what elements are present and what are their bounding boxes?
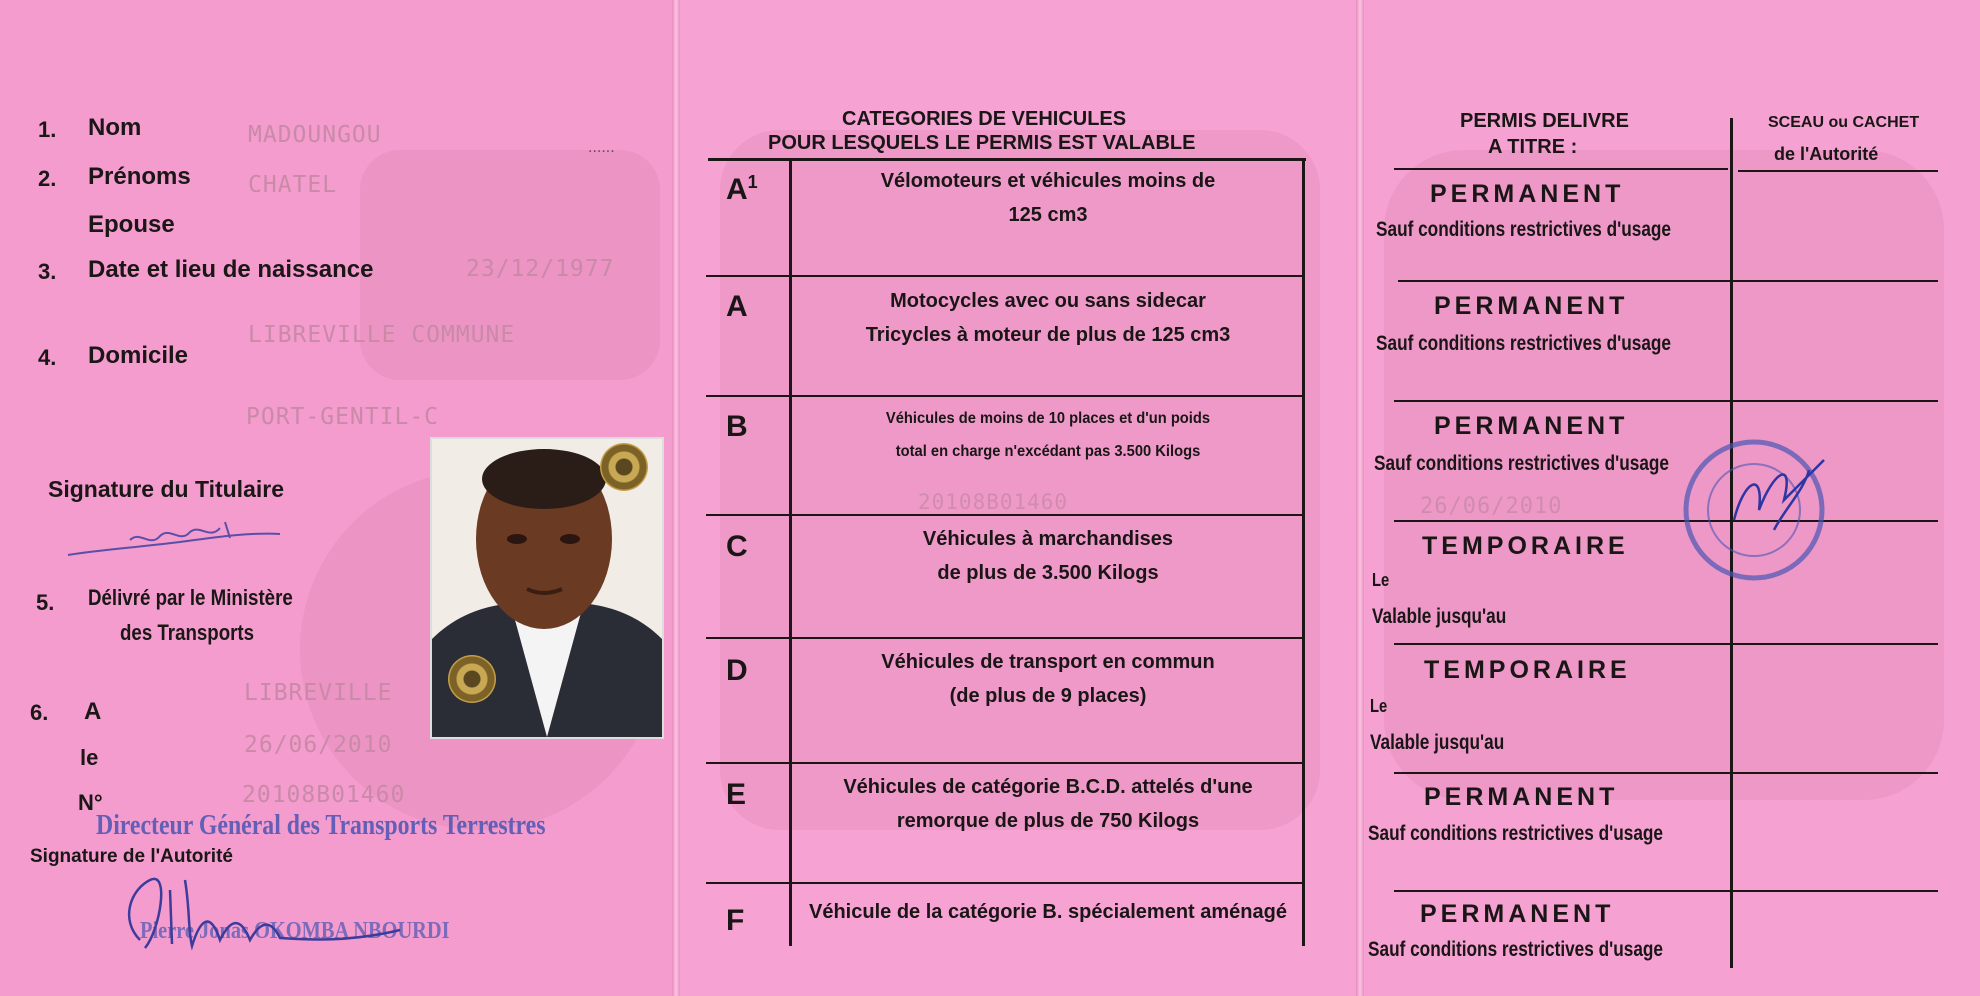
valid-from-label: Le [1370, 696, 1388, 716]
name-value: MADOUNGOU [248, 122, 382, 148]
validity-status: TEMPORAIRE [1422, 532, 1629, 560]
validity-status: TEMPORAIRE [1424, 656, 1631, 684]
validity-condition: Sauf conditions restrictives d'usage [1368, 938, 1664, 961]
number-label: N° [78, 790, 103, 815]
description-line: Tricycles à moteur de plus de 125 cm3 [865, 324, 1231, 346]
stamped-date: 26/06/2010 [1420, 494, 1563, 519]
row-divider [1398, 280, 1938, 282]
license-number-value: 20108B01460 [242, 782, 406, 808]
valid-from-label: Le [1372, 570, 1390, 590]
category-code: D [726, 654, 748, 687]
description-line: remorque de plus de 750 Kilogs [896, 810, 1200, 832]
row-divider [706, 882, 1304, 884]
description-line: Véhicules de transport en commun [881, 651, 1215, 673]
holder-photo [430, 437, 664, 739]
validity-condition: Sauf conditions restrictives d'usage [1374, 452, 1670, 475]
field-number: 2. [38, 166, 57, 191]
first-names-label: Prénoms [88, 163, 191, 190]
field-number: 4. [38, 345, 57, 370]
validity-condition: Sauf conditions restrictives d'usage [1376, 332, 1672, 355]
category-description [796, 164, 1300, 232]
row-divider [1394, 890, 1938, 892]
watermark-vehicle [720, 130, 1320, 830]
authority-seal-stamp [1674, 430, 1834, 590]
field-number: 1. [38, 117, 57, 142]
issue-date-value: 26/06/2010 [244, 732, 393, 758]
category-code: B [726, 410, 748, 443]
category-description [796, 284, 1300, 352]
category-description [816, 402, 1280, 468]
delivered-by-line2: des Transports [120, 620, 255, 645]
validity-status: PERMANENT [1424, 783, 1619, 811]
seal-header-line2: de l'Autorité [1774, 144, 1879, 164]
place-value: LIBREVILLE [244, 680, 393, 706]
spouse-label: Epouse [88, 211, 175, 238]
field-number: 3. [38, 259, 57, 284]
field-number: 6. [30, 700, 49, 725]
category-description [796, 645, 1300, 713]
holder-signature-label: Signature du Titulaire [48, 476, 284, 502]
table-right-border [1302, 160, 1305, 946]
row-divider [1394, 520, 1938, 522]
validity-status: PERMANENT [1434, 412, 1629, 440]
row-divider [706, 637, 1304, 639]
stamped-license-number: 20108B01460 [918, 490, 1069, 514]
category-code: E [726, 778, 747, 811]
description-line: Vélomoteurs et véhicules moins de [880, 170, 1216, 192]
holder-panel [0, 0, 676, 996]
authority-signature-label: Signature de l'Autorité [30, 846, 233, 867]
issued-as-header: PERMIS DELIVRE [1460, 110, 1629, 132]
authority-signature [110, 860, 410, 960]
description-line: (de plus de 9 places) [949, 685, 1147, 707]
domicile-label: Domicile [88, 342, 189, 369]
category-description [796, 770, 1300, 838]
valid-until-label: Valable jusqu'au [1372, 605, 1507, 628]
description-line: Véhicules de catégorie B.C.D. attelés d'une [843, 776, 1253, 798]
description-line: de plus de 3.500 Kilogs [937, 562, 1159, 584]
authority-stamp-text: Directeur Général des Transports Terrestres [96, 810, 546, 841]
domicile-value: LIBREVILLE COMMUNE [248, 322, 516, 348]
category-description [796, 522, 1300, 590]
row-divider [1394, 400, 1938, 402]
row-divider [706, 514, 1304, 516]
description-line: Véhicule de la catégorie B. spécialement aménagé [809, 901, 1287, 923]
category-code: C [726, 530, 748, 563]
fold-line [1356, 0, 1364, 996]
holder-signature [60, 510, 290, 570]
fold-line [672, 0, 680, 996]
row-divider [1394, 168, 1728, 170]
category-code: A [726, 290, 748, 323]
description-line: total en charge n'excédant pas 3.500 Kilogs [895, 443, 1201, 460]
birth-label: Date et lieu de naissance [88, 256, 374, 283]
seal-header: SCEAU ou CACHET [1768, 114, 1920, 131]
table-top-border [708, 158, 1306, 161]
description-line: Motocycles avec ou sans sidecar [890, 290, 1206, 312]
validity-status: PERMANENT [1420, 900, 1615, 928]
dotted-filler: ...... [588, 140, 615, 156]
categories-title: CATEGORIES DE VEHICULES [842, 108, 1127, 130]
delivered-by-line1: Délivré par le Ministère [88, 585, 293, 610]
valid-until-label: Valable jusqu'au [1370, 731, 1505, 754]
birth-value: 23/12/1977 [466, 256, 615, 282]
row-divider [1394, 772, 1938, 774]
category-code: F [726, 904, 745, 937]
category-description [796, 895, 1300, 929]
signatory-name: Pierre Jonas OKOMBA NBOURDI [140, 918, 450, 944]
category-letter: A [726, 173, 748, 206]
row-divider [1738, 170, 1938, 172]
name-label: Nom [88, 114, 142, 141]
row-divider [706, 762, 1304, 764]
date-label: le [80, 745, 99, 770]
validity-panel [1364, 0, 1980, 996]
category-superscript: 1 [747, 172, 758, 192]
description-line: Véhicules de moins de 10 places et d'un poids [885, 410, 1211, 427]
row-divider [1394, 643, 1938, 645]
issued-as-header-line2: A TITRE : [1488, 136, 1578, 158]
domicile-value-line2: PORT-GENTIL-C [246, 404, 440, 430]
first-names-value: CHATEL [248, 172, 338, 198]
category-code [726, 172, 758, 207]
row-divider [706, 395, 1304, 397]
code-column-divider [789, 160, 792, 946]
field-number: 5. [36, 590, 55, 615]
row-divider [706, 275, 1304, 277]
place-label: A [84, 698, 102, 725]
validity-condition: Sauf conditions restrictives d'usage [1368, 822, 1664, 845]
validity-condition: Sauf conditions restrictives d'usage [1376, 218, 1672, 241]
eyelet [600, 443, 648, 491]
validity-status: PERMANENT [1430, 180, 1625, 208]
description-line: 125 cm3 [1008, 204, 1088, 226]
description-line: Véhicules à marchandises [922, 528, 1174, 550]
validity-status: PERMANENT [1434, 292, 1629, 320]
categories-subtitle: POUR LESQUELS LE PERMIS EST VALABLE [768, 132, 1196, 154]
eyelet [448, 655, 496, 703]
categories-panel [680, 0, 1360, 996]
